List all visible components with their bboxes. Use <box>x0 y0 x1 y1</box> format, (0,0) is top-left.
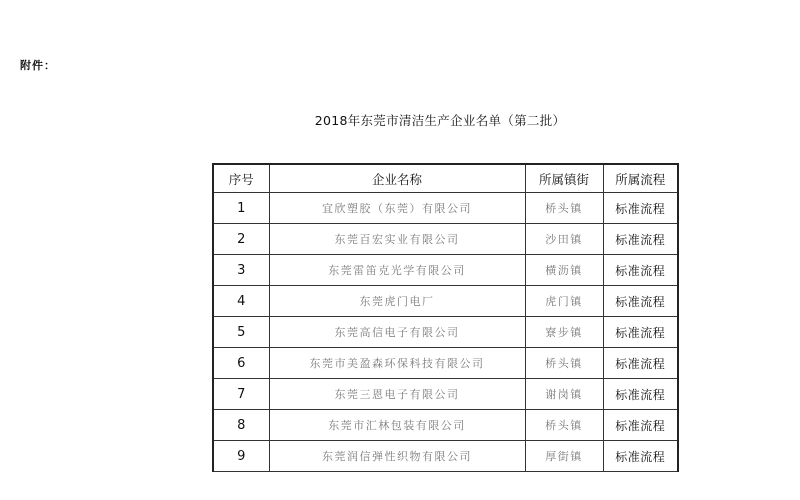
cell-town: 桥头镇 <box>525 348 603 379</box>
cell-company-name: 东莞虎门电厂 <box>269 286 525 317</box>
cell-process: 标准流程 <box>603 348 678 379</box>
cell-serial-number: 5 <box>213 317 269 348</box>
cell-process: 标准流程 <box>603 193 678 224</box>
cell-serial-number: 1 <box>213 193 269 224</box>
cell-serial-number: 9 <box>213 441 269 472</box>
cell-company-name: 东莞市美盈森环保科技有限公司 <box>269 348 525 379</box>
cell-process: 标准流程 <box>603 410 678 441</box>
cell-company-name: 宜欣塑胶（东莞）有限公司 <box>269 193 525 224</box>
cell-company-name: 东莞雷笛克光学有限公司 <box>269 255 525 286</box>
table-row <box>213 286 678 317</box>
cell-serial-number: 6 <box>213 348 269 379</box>
cell-process: 标准流程 <box>603 379 678 410</box>
cell-process: 标准流程 <box>603 255 678 286</box>
cell-town: 谢岗镇 <box>525 379 603 410</box>
table-row <box>213 317 678 348</box>
attachment-label: 附件： <box>20 59 56 72</box>
cell-serial-number: 4 <box>213 286 269 317</box>
header-town: 所属镇街 <box>525 164 603 193</box>
cell-company-name: 东莞高信电子有限公司 <box>269 317 525 348</box>
cell-process: 标准流程 <box>603 224 678 255</box>
cell-company-name: 东莞百宏实业有限公司 <box>269 224 525 255</box>
table-row <box>213 348 678 379</box>
table-header-row <box>213 164 678 193</box>
cell-town: 厚街镇 <box>525 441 603 472</box>
header-company-name: 企业名称 <box>269 164 525 193</box>
table-row <box>213 441 678 472</box>
cell-process: 标准流程 <box>603 441 678 472</box>
cell-town: 横沥镇 <box>525 255 603 286</box>
document-title: 2018年东莞市清洁生产企业名单（第二批） <box>314 113 566 128</box>
cell-serial-number: 8 <box>213 410 269 441</box>
table-row <box>213 410 678 441</box>
cell-town: 桥头镇 <box>525 410 603 441</box>
cell-company-name: 东莞市汇林包装有限公司 <box>269 410 525 441</box>
header-process: 所属流程 <box>603 164 678 193</box>
cell-serial-number: 3 <box>213 255 269 286</box>
cell-company-name: 东莞三恩电子有限公司 <box>269 379 525 410</box>
cell-serial-number: 2 <box>213 224 269 255</box>
table-row <box>213 224 678 255</box>
cell-company-name: 东莞润信弹性织物有限公司 <box>269 441 525 472</box>
cell-process: 标准流程 <box>603 286 678 317</box>
table-row <box>213 255 678 286</box>
table-row <box>213 193 678 224</box>
cell-town: 虎门镇 <box>525 286 603 317</box>
cell-town: 寮步镇 <box>525 317 603 348</box>
cell-serial-number: 7 <box>213 379 269 410</box>
cell-town: 沙田镇 <box>525 224 603 255</box>
table-row <box>213 379 678 410</box>
cell-town: 桥头镇 <box>525 193 603 224</box>
header-serial-number: 序号 <box>213 164 269 193</box>
company-list-table <box>212 163 679 472</box>
cell-process: 标准流程 <box>603 317 678 348</box>
